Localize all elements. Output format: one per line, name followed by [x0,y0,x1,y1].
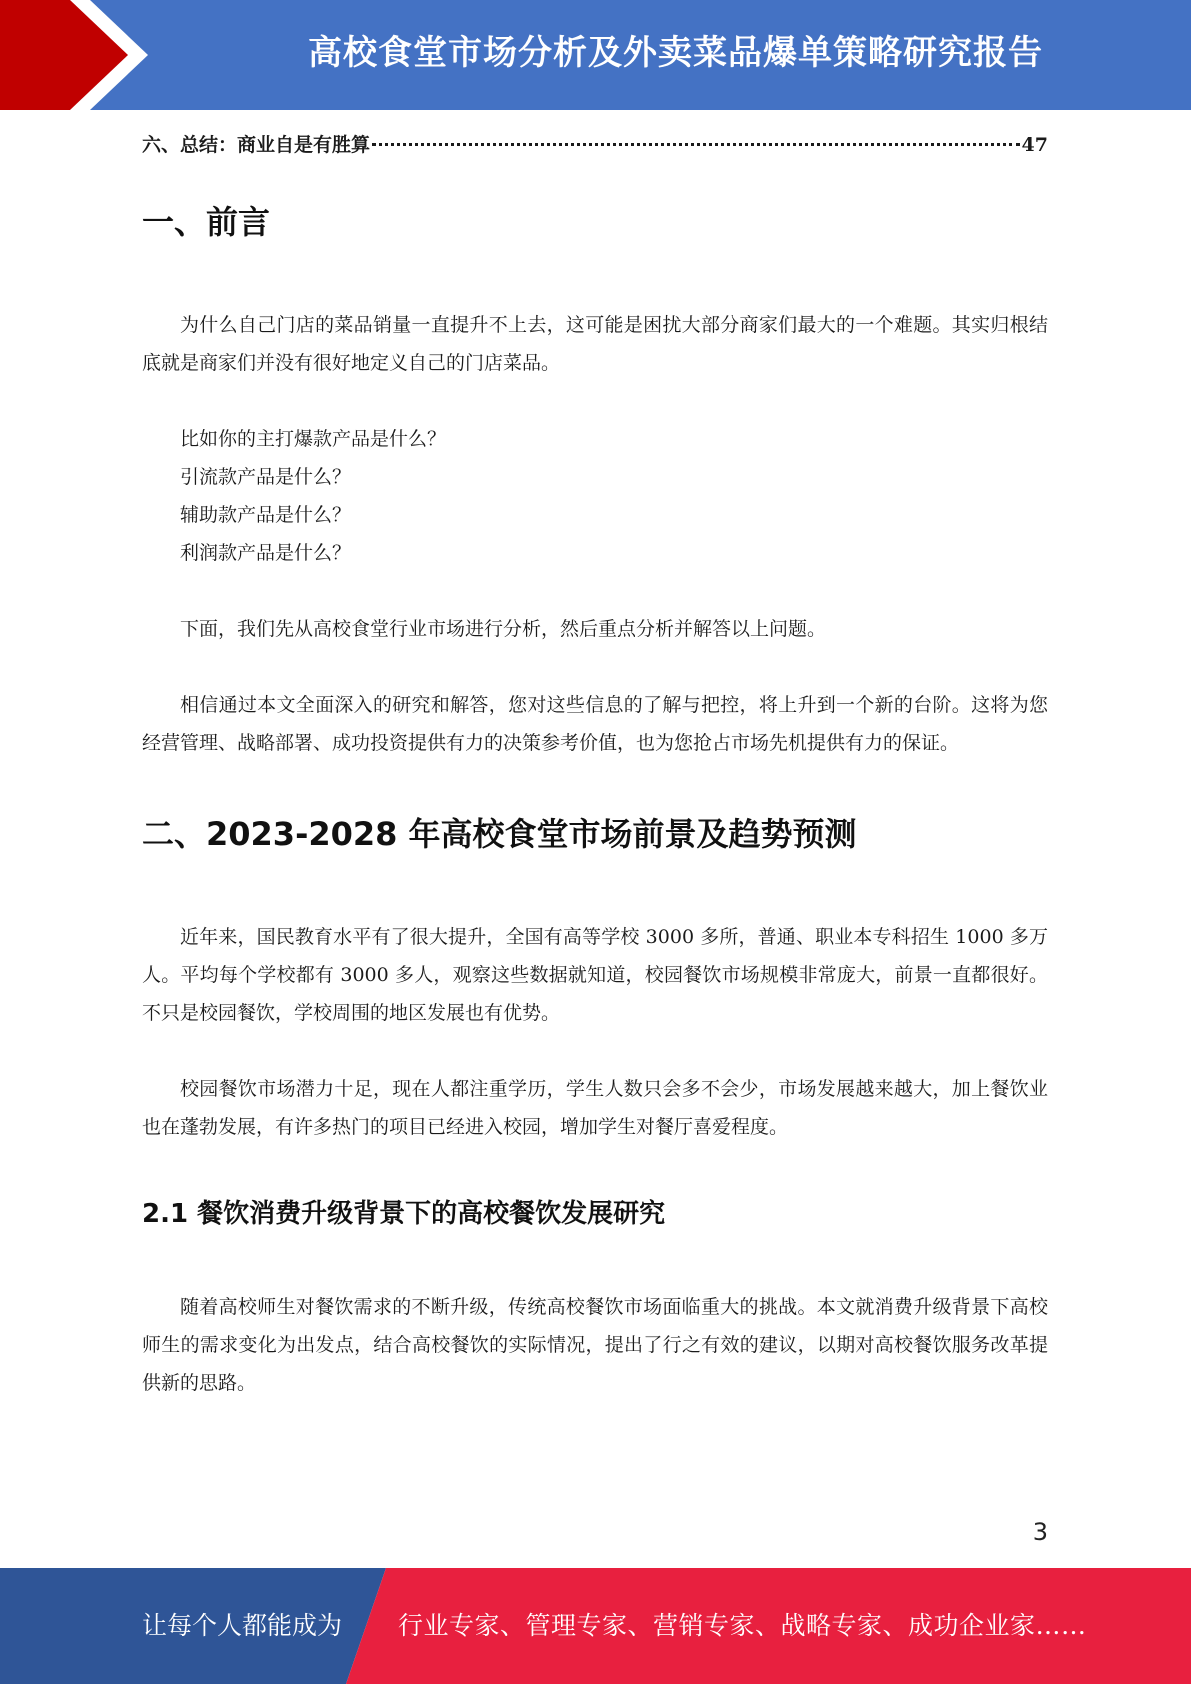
toc-entry-label: 六、总结：商业自是有胜算 [142,134,371,156]
paragraph: 近年来，国民教育水平有了很大提升，全国有高等学校 3000 多所，普通、职业本专科招生 1000 多万人。平均每个学校都有 3000 多人，观察这些数据就知道，校园餐饮市场规模非常庞大，前景一直都很好。不只是校园餐饮，学校周围的地区发展也有优势。 [142,926,1048,1024]
footer-slogan-right: 行业专家、管理专家、营销专家、战略专家、成功企业家…… [398,1611,1087,1640]
question-item: 比如你的主打爆款产品是什么？ [180,428,447,450]
document-body [142,198,1048,1402]
question-item: 引流款产品是什么？ [180,466,352,488]
paragraph: 相信通过本文全面深入的研究和解答，您对这些信息的了解与把控，将上升到一个新的台阶。这将为您经营管理、战略部署、成功投资提供有力的决策参考价值，也为您抢占市场先机提供有力的保证。 [142,694,1048,754]
paragraph: 随着高校师生对餐饮需求的不断升级，传统高校餐饮市场面临重大的挑战。本文就消费升级背景下高校师生的需求变化为出发点，结合高校餐饮的实际情况，提出了行之有效的建议，以期对高校餐饮服务改革提供新的思路。 [142,1296,1048,1394]
page-footer [0,1568,1191,1684]
paragraph: 下面，我们先从高校食堂行业市场进行分析，然后重点分析并解答以上问题。 [180,618,827,640]
paragraph: 为什么自己门店的菜品销量一直提升不上去，这可能是困扰大部分商家们最大的一个难题。其实归根结底就是商家们并没有很好地定义自己的门店菜品。 [142,314,1048,374]
subsection-heading-2-1: 2.1 餐饮消费升级背景下的高校餐饮发展研究 [142,1199,666,1229]
page-number: 3 [1032,1518,1048,1546]
question-item: 利润款产品是什么？ [180,542,352,564]
toc-entry-page: 47 [1021,134,1048,156]
page-header [0,0,1191,110]
section-heading-market-outlook: 二、2023-2028 年高校食堂市场前景及趋势预测 [142,815,857,853]
question-item: 辅助款产品是什么？ [180,504,352,526]
toc-dot-leader [372,143,1020,146]
toc-entry[interactable] [142,130,1048,157]
paragraph: 校园餐饮市场潜力十足，现在人都注重学历，学生人数只会多不会少，市场发展越来越大，加上餐饮业也在蓬勃发展，有许多热门的项目已经进入校园，增加学生对餐厅喜爱程度。 [142,1078,1048,1138]
section-heading-preface: 一、前言 [142,203,271,241]
footer-slogan-left: 让每个人都能成为 [142,1611,343,1640]
report-title: 高校食堂市场分析及外卖菜品爆单策略研究报告 [308,33,1043,73]
